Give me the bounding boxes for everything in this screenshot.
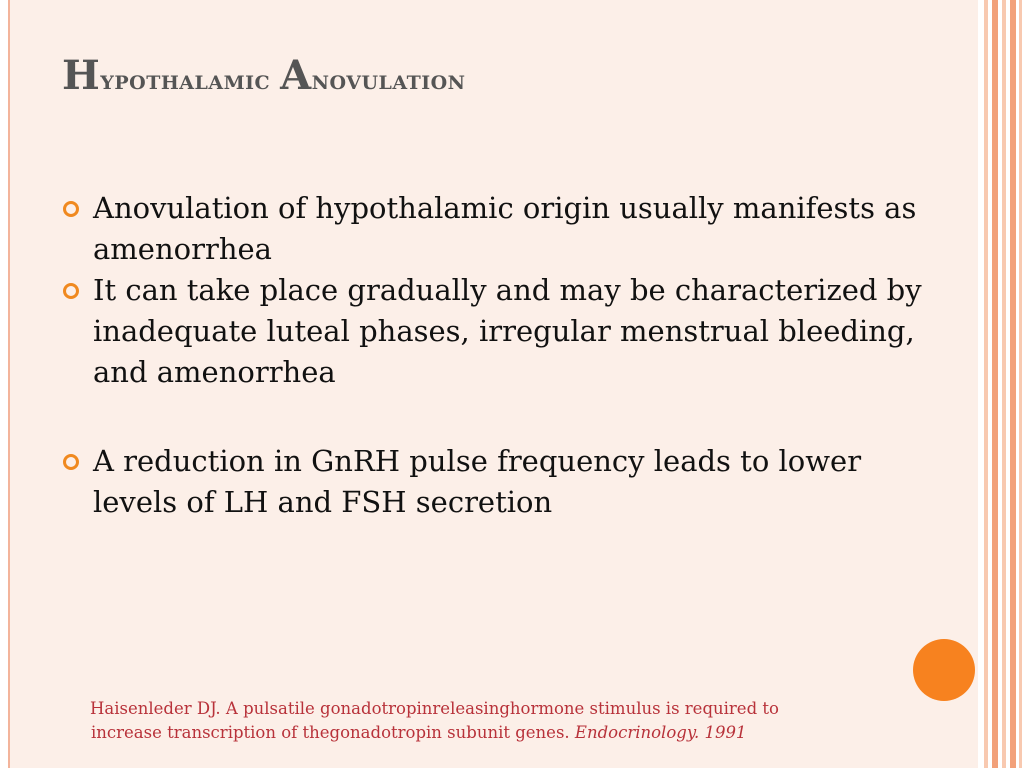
bullet-item bbox=[62, 441, 942, 523]
right-stripe-2 bbox=[992, 0, 998, 768]
slide-left-border-line bbox=[8, 0, 10, 768]
bullet-text: A reduction in GnRH pulse frequency leads to lower levels of LH and FSH secretion bbox=[93, 444, 862, 519]
citation-line-2 bbox=[91, 721, 870, 745]
citation bbox=[90, 697, 870, 745]
citation-line-1: Haisenleder DJ. A pulsatile gonadotropinreleasinghormone stimulus is required to bbox=[90, 699, 779, 718]
title-word-1: Hypothalamic bbox=[62, 52, 271, 99]
bullet-text: It can take place gradually and may be characterized by inadequate luteal phases, irregular menstrual bleeding, and amenorrhea bbox=[93, 273, 922, 389]
slide-title bbox=[62, 52, 466, 99]
citation-year: . 1991 bbox=[693, 723, 747, 742]
right-decorative-panel bbox=[978, 0, 1024, 768]
orange-circle-decoration-icon bbox=[913, 639, 975, 701]
hollow-circle-bullet-icon bbox=[63, 201, 79, 217]
hollow-circle-bullet-icon bbox=[63, 283, 79, 299]
bullet-list bbox=[62, 188, 942, 523]
hollow-circle-bullet-icon bbox=[63, 454, 79, 470]
right-stripe-3 bbox=[1002, 0, 1006, 768]
bullet-item bbox=[62, 188, 942, 270]
bullet-text: Anovulation of hypothalamic origin usually manifests as amenorrhea bbox=[93, 191, 917, 266]
citation-journal: Endocrinology bbox=[574, 723, 694, 742]
slide-left-margin bbox=[0, 0, 8, 768]
right-stripe-5 bbox=[1019, 0, 1022, 768]
bullet-item bbox=[62, 270, 942, 393]
citation-line-2-text: increase transcription of thegonadotropin subunit genes. bbox=[91, 723, 575, 742]
right-stripe-1 bbox=[984, 0, 988, 768]
title-word-2: Anovulation bbox=[280, 52, 466, 99]
right-stripe-4 bbox=[1010, 0, 1016, 768]
